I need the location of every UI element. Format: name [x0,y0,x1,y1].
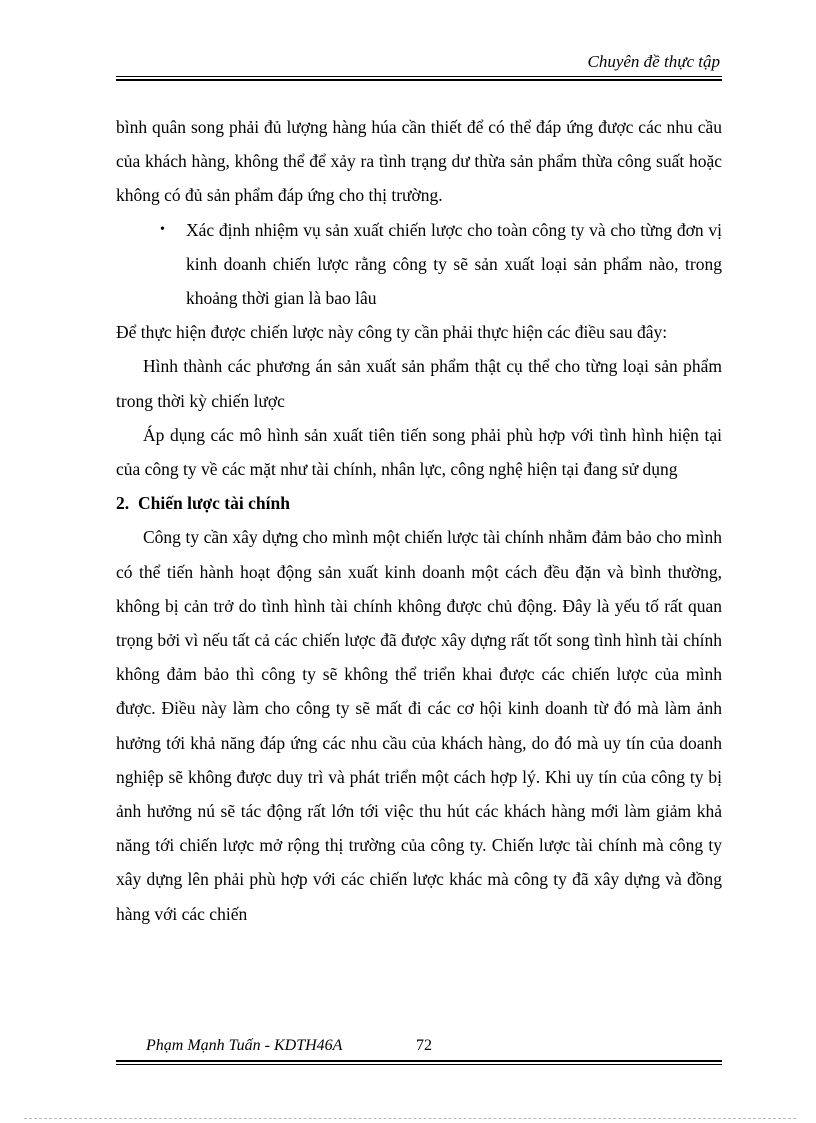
footer-rule-thin [116,1064,722,1065]
paragraph-2: Để thực hiện được chiến lược này công ty cần phải thực hiện các điều sau đây: [116,322,668,343]
page-body [116,110,722,931]
bullet-item [116,213,722,316]
paragraph-3: Hình thành các phương án sản xuất sản phẩm thật cụ thể cho từng loại sản phẩm trong thời kỳ chiến lược [116,356,722,411]
section-heading [116,486,722,520]
footer-author: Phạm Mạnh Tuấn - KDTH46A [146,1037,343,1054]
bullet-item-text: Xác định nhiệm vụ sản xuất chiến lược cho toàn công ty và cho từng đơn vị kinh doanh chiến lược rằng công ty sẽ sản xuất loại sản phẩm nào, trong khoảng thời gian là bao lâu [186,219,722,309]
header-rule-thick [116,79,722,81]
paragraph-1: bình quân song phải đủ lượng hàng húa cần thiết để có thể đáp ứng được các nhu cầu của khách hàng, không thể để xảy ra tình trạng dư thừa sản phẩm thừa công suất hoặc không có đủ sản phẩm đáp ứng cho thị trường. [116,117,722,206]
bullet-icon: • [160,221,165,237]
header-rule-thin [116,76,722,77]
footer-rule-thick [116,1060,722,1062]
page-number: 72 [416,1037,432,1054]
section-heading-text: Chiến lược tài chính [138,493,290,514]
paragraph-4: Áp dụng các mô hình sản xuất tiên tiến song phải phù hợp với tình hình hiện tại của công ty về các mặt như tài chính, nhân lực, công nghệ hiện tại đang sử dụng [116,424,722,480]
section-heading-number: 2. [116,493,130,514]
page-header-title: Chuyên đề thực tập [587,52,720,71]
page-bottom-divider [24,1118,796,1119]
paragraph-5: Công ty cần xây dựng cho mình một chiến lược tài chính nhằm đảm bảo cho mình có thể tiến hành hoạt động sản xuất kinh doanh một cách đều đặn và bình thường, không bị cản trở do tình hình tài chính không được chủ động. Đây là yếu tố rất quan trọng bởi vì nếu tất cả các chiến lược đã được xây dựng rất tốt song tình hình tài chính không đảm bảo thì công ty sẽ không thể triển khai được các chiến lược của mình được. Điều này làm cho công ty sẽ mất đi các cơ hội kinh doanh từ đó mà làm ảnh hưởng tới khả năng đáp ứng các nhu cầu của khách hàng, do đó mà uy tín của doanh nghiệp sẽ không được duy trì và phát triển một cách hợp lý. Khi uy tín của công ty bị ảnh hưởng nú sẽ tác động rất lớn tới việc thu hút các khách hàng mới làm giảm khả năng tới chiến lược mở rộng thị trường của công ty. Chiến lược tài chính mà công ty xây dựng lên phải phù hợp với các chiến lược khác mà công ty đã xây dựng và đồng hàng với các chiến [116,527,722,924]
